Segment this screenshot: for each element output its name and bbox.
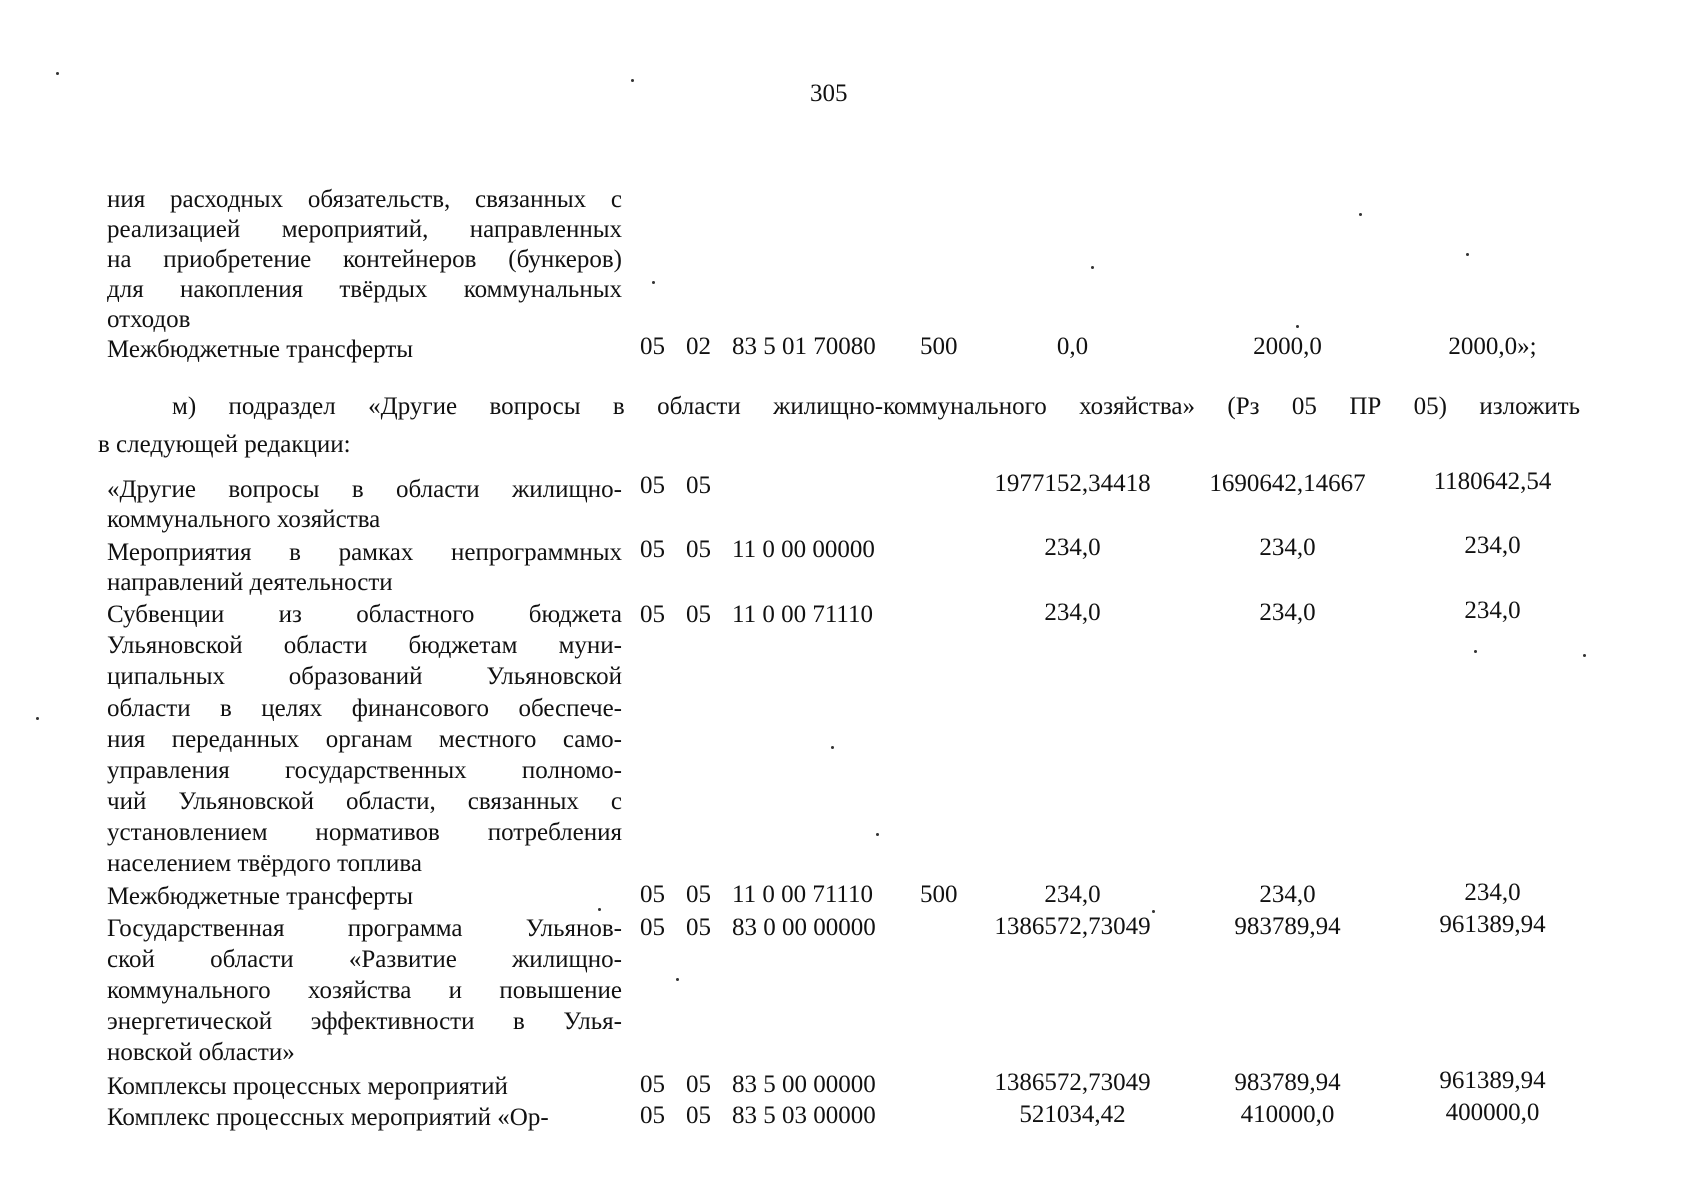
csr-cell: 83 5 00 00000 [732, 1071, 876, 1098]
year2-value: 410000,0 [1240, 1101, 1335, 1128]
scan-speck [1466, 253, 1469, 256]
row-name: коммунального хозяйства и повышение [107, 977, 622, 1004]
row-name: ния переданных органам местного само- [107, 726, 622, 753]
scan-speck [1296, 325, 1299, 328]
scan-speck [1583, 654, 1586, 657]
row-name: энергетической эффективности в Улья- [107, 1008, 622, 1035]
year3-value: 234,0 [1464, 532, 1521, 559]
year1-value: 521034,42 [1019, 1101, 1126, 1128]
pr-cell: 05 [686, 1071, 711, 1098]
fragment-line: отходов [107, 306, 191, 333]
year2-value: 983789,94 [1234, 913, 1341, 940]
pr-cell: 05 [686, 601, 711, 628]
year3-value: 961389,94 [1439, 911, 1546, 938]
row-name: новской области» [107, 1039, 295, 1066]
csr-cell: 83 0 00 00000 [732, 914, 876, 941]
row-name: области в целях финансового обеспече- [107, 695, 622, 722]
scan-speck [1091, 266, 1094, 269]
scan-speck [631, 79, 634, 82]
row-name: коммунального хозяйства [107, 506, 381, 533]
row-name: «Другие вопросы в области жилищно- [107, 476, 622, 503]
rz-cell: 05 [640, 601, 665, 628]
rz-cell: 05 [640, 881, 665, 908]
paragraph-line: в следующей редакции: [98, 431, 351, 458]
paragraph-line: м) подраздел «Другие вопросы в области жилищно-коммунального хозяйства» (Рз 05 ПР 05) изложить [172, 393, 1580, 420]
pr-cell: 05 [686, 1102, 711, 1129]
fragment-line: ния расходных обязательств, связанных с [107, 186, 622, 213]
rz-cell: 05 [640, 1102, 665, 1129]
rz-cell: 05 [640, 1071, 665, 1098]
year2-value: 234,0 [1259, 534, 1316, 561]
row-name: населением твёрдого топлива [107, 850, 422, 877]
row-name: Субвенции из областного бюджета [107, 601, 622, 628]
rz-cell: 05 [640, 472, 665, 499]
rz-cell: 05 [640, 333, 665, 360]
scan-speck [1474, 650, 1477, 653]
row-name: направлений деятельности [107, 569, 393, 596]
row-name: Ульяновской области бюджетам муни- [107, 632, 622, 659]
row-name: ципальных образований Ульяновской [107, 663, 622, 690]
csr-cell: 83 5 03 00000 [732, 1102, 876, 1129]
scan-speck [1359, 213, 1362, 216]
page-number: 305 [810, 80, 848, 107]
fragment-line: реализацией мероприятий, направленных [107, 216, 622, 243]
row-name: Мероприятия в рамках непрограммных [107, 539, 622, 566]
pr-cell: 05 [686, 536, 711, 563]
year2-value: 234,0 [1259, 599, 1316, 626]
year3-value: 400000,0 [1445, 1099, 1540, 1126]
scan-speck [36, 717, 39, 720]
scan-speck [876, 833, 879, 836]
scan-speck [598, 908, 601, 911]
year1-value: 234,0 [1044, 881, 1101, 908]
scan-speck [56, 72, 59, 75]
row-name: Межбюджетные трансферты [107, 883, 414, 910]
fragment-line: для накопления твёрдых коммунальных [107, 276, 622, 303]
year1-value: 1977152,34418 [994, 470, 1151, 497]
scan-speck [652, 281, 655, 284]
year3-value: 234,0 [1464, 597, 1521, 624]
csr-cell: 11 0 00 71110 [732, 881, 873, 908]
scan-speck [676, 978, 679, 981]
fragment-line: на приобретение контейнеров (бункеров) [107, 246, 622, 273]
year3-value: 1180642,54 [1433, 468, 1552, 495]
pr-cell: 05 [686, 472, 711, 499]
pr-cell: 02 [686, 333, 711, 360]
rz-cell: 05 [640, 914, 665, 941]
row-name: чий Ульяновской области, связанных с [107, 788, 622, 815]
year3-value: 234,0 [1464, 879, 1521, 906]
year1-value: 1386572,73049 [994, 913, 1151, 940]
row-name: ской области «Развитие жилищно- [107, 946, 622, 973]
year3-value: 961389,94 [1439, 1067, 1546, 1094]
pr-cell: 05 [686, 881, 711, 908]
row-name: установлением нормативов потребления [107, 819, 622, 846]
pr-cell: 05 [686, 914, 711, 941]
vr-cell: 500 [920, 333, 958, 360]
year2-value: 234,0 [1259, 881, 1316, 908]
csr-cell: 11 0 00 71110 [732, 601, 873, 628]
csr-cell: 11 0 00 00000 [732, 536, 875, 563]
year3-value: 2000,0»; [1448, 333, 1537, 360]
year1-value: 234,0 [1044, 599, 1101, 626]
row-name: Комплекс процессных мероприятий «Ор- [107, 1104, 549, 1131]
year1-value: 0,0 [1056, 333, 1089, 360]
row-name: управления государственных полномо- [107, 757, 622, 784]
year2-value: 2000,0 [1253, 333, 1322, 360]
row-name: Комплексы процессных мероприятий [107, 1073, 508, 1100]
year2-value: 1690642,14667 [1209, 470, 1366, 497]
year2-value: 983789,94 [1234, 1069, 1341, 1096]
row-name: Государственная программа Ульянов- [107, 915, 622, 942]
scan-speck [1152, 910, 1155, 913]
rz-cell: 05 [640, 536, 665, 563]
csr-cell: 83 5 01 70080 [732, 333, 876, 360]
scan-speck [831, 746, 834, 749]
vr-cell: 500 [920, 881, 958, 908]
year1-value: 1386572,73049 [994, 1069, 1151, 1096]
row-name: Межбюджетные трансферты [107, 336, 414, 363]
year1-value: 234,0 [1044, 534, 1101, 561]
